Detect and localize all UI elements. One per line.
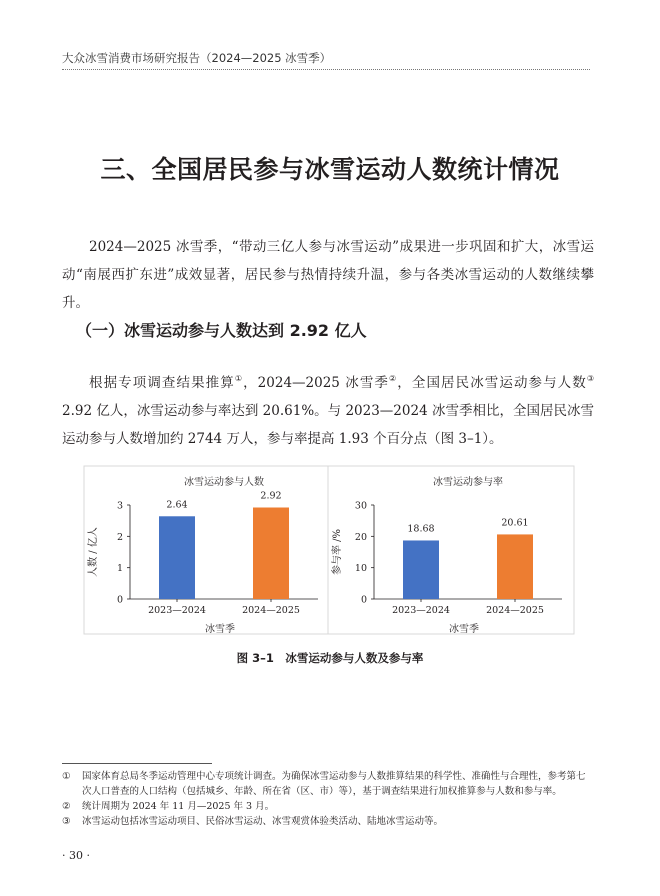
running-header: 大众冰雪消费市场研究报告（2024—2025 冰雪季） [62, 51, 332, 65]
bar-value-label: 18.68 [407, 523, 435, 535]
footnote-mark: ② [62, 801, 71, 812]
paragraph-segment: 2.92 亿人，冰雪运动参与率达到 20.61%。与 2023—2024 冰雪季相比，全国居民冰雪运动参与人数增加约 2744 万人，参与率提高 1.93 个百分点（图 3–1）。 [62, 403, 594, 447]
footnote-1 [62, 769, 594, 799]
paragraph-segment: 根据专项调查结果推算 [89, 375, 235, 391]
bar-1 [403, 540, 439, 599]
footnote-rule [62, 763, 212, 764]
paragraph-intro: 2024—2025 冰雪季，“带动三亿人参与冰雪运动”成果进一步巩固和扩大，冰雪运动“南展西扩东进”成效显著，居民参与热情持续升温，参与各类冰雪运动的人数继续攀升。 [62, 239, 594, 311]
subsection-title: （一）冰雪运动参与人数达到 2.92 亿人 [76, 321, 367, 340]
x-axis-label: 冰雪季 [449, 624, 479, 635]
section-title: 三、全国居民参与冰雪运动人数统计情况 [100, 155, 560, 184]
x-tick-label: 2024—2025 [486, 605, 544, 616]
y-tick-label: 2 [116, 531, 123, 543]
footnotes [62, 769, 594, 829]
y-tick-label: 20 [354, 531, 367, 543]
y-tick-label: 1 [116, 563, 123, 575]
x-axis-label: 冰雪季 [205, 624, 235, 635]
footnote-text: 统计周期为 2024 年 11 月—2025 年 3 月。 [82, 801, 275, 812]
y-tick-label: 0 [116, 594, 123, 606]
paragraph-segment: ，2024—2025 冰雪季 [243, 375, 390, 391]
y-axis-label: 参与率 /% [332, 528, 343, 576]
footnote-text: 国家体育总局冬季运动管理中心专项统计调查。为确保冰雪运动参与人数推算结果的科学性、准确性与合理性，参考第七次人口普查的人口结构（包括城乡、年龄、所在省（区、市）等），基于调查结果进行加权推算参与人数和参与率。 [82, 771, 586, 797]
footnote-ref-2[interactable]: ② [389, 374, 398, 383]
footnote-mark: ① [62, 771, 71, 782]
figure-caption: 图 3–1 冰雪运动参与人数及参与率 [236, 651, 424, 665]
x-tick-label: 2024—2025 [242, 605, 300, 616]
y-tick-label: 0 [360, 594, 367, 606]
bar-value-label: 2.92 [260, 490, 282, 502]
y-tick-label: 3 [116, 500, 123, 512]
y-tick-label: 10 [354, 563, 367, 575]
bar-1 [159, 516, 195, 599]
footnote-ref-3[interactable]: ③ [586, 374, 595, 383]
page-number: · 30 · [62, 849, 90, 862]
y-tick-label: 30 [354, 500, 367, 512]
footnote-ref-1[interactable]: ① [234, 374, 244, 383]
footnote-mark: ③ [62, 816, 71, 827]
paragraph-segment: ，全国居民冰雪运动参与人数 [397, 375, 587, 391]
chart-title: 冰雪运动参与人数 [184, 477, 264, 488]
footnote-3 [62, 814, 594, 829]
x-tick-label: 2023—2024 [148, 605, 206, 616]
chart-title: 冰雪运动参与率 [433, 477, 503, 488]
bar-value-label: 2.64 [166, 499, 188, 511]
bar-2 [253, 508, 289, 599]
y-axis-label: 人数 / 亿人 [88, 527, 99, 577]
footnote-2 [62, 799, 594, 814]
bar-2 [497, 534, 533, 599]
bar-value-label: 20.61 [501, 517, 529, 529]
footnote-text: 冰雪运动包括冰雪运动项目、民俗冰雪运动、冰雪观赏体验类活动、陆地冰雪运动等。 [82, 816, 444, 827]
x-tick-label: 2023—2024 [392, 605, 450, 616]
